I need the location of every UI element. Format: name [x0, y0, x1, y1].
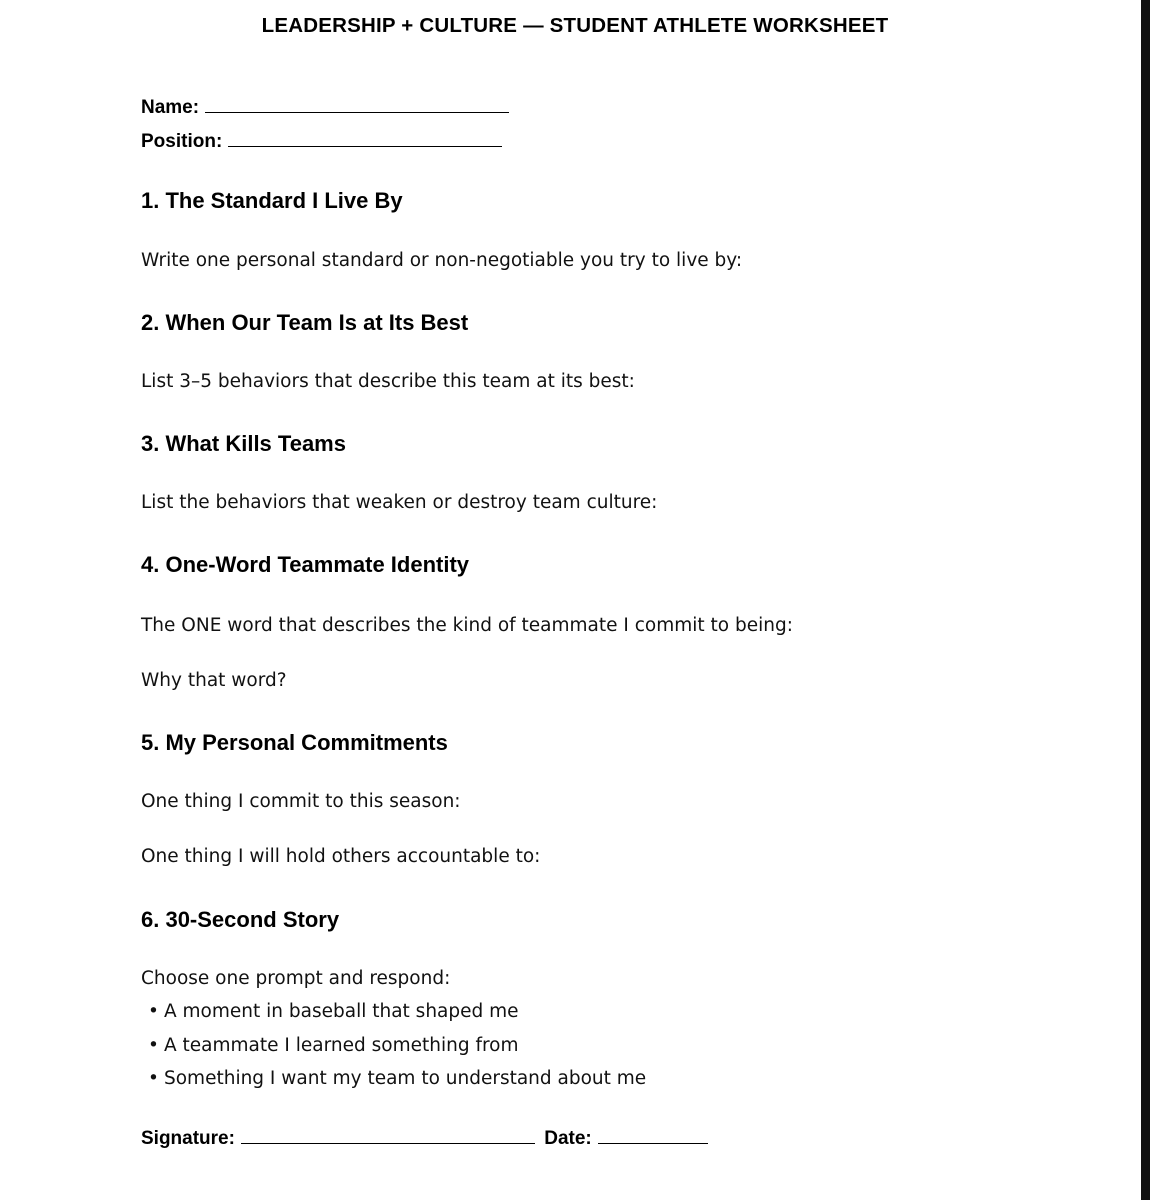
name-blank-line[interactable] [205, 94, 509, 113]
signature-blank-line[interactable] [241, 1125, 535, 1144]
name-label: Name: [141, 97, 200, 118]
list-item [148, 1035, 519, 1056]
list-item [148, 1001, 519, 1022]
section-5-prompt-accountable: One thing I will hold others accountable to: [141, 846, 541, 867]
name-field [141, 94, 509, 119]
list-item-text: Something I want my team to understand about me [164, 1068, 647, 1089]
signature-label: Signature: [141, 1128, 235, 1149]
section-3-prompt: List the behaviors that weaken or destroy team culture: [141, 492, 658, 513]
section-5-heading: 5. My Personal Commitments [141, 730, 448, 755]
bullet-icon: • [148, 1068, 159, 1089]
position-field [141, 128, 502, 153]
position-blank-line[interactable] [228, 128, 502, 147]
section-1-heading: 1. The Standard I Live By [141, 188, 403, 213]
signature-date-row [141, 1125, 708, 1150]
section-6-heading: 6. 30-Second Story [141, 907, 340, 932]
position-label: Position: [141, 131, 223, 152]
section-3-heading: 3. What Kills Teams [141, 431, 346, 456]
worksheet-title: LEADERSHIP + CULTURE — STUDENT ATHLETE WORKSHEET [261, 14, 889, 37]
section-4-prompt-word: The ONE word that describes the kind of teammate I commit to being: [141, 615, 793, 636]
date-label: Date: [544, 1128, 592, 1149]
section-2-heading: 2. When Our Team Is at Its Best [141, 310, 469, 335]
section-4-prompt-why: Why that word? [141, 670, 287, 691]
bullet-icon: • [148, 1035, 159, 1056]
bullet-icon: • [148, 1001, 159, 1022]
section-5-prompt-commit: One thing I commit to this season: [141, 791, 461, 812]
section-1-prompt: Write one personal standard or non-negotiable you try to live by: [141, 250, 743, 271]
section-2-prompt: List 3–5 behaviors that describe this team at its best: [141, 371, 635, 392]
section-4-heading: 4. One-Word Teammate Identity [141, 552, 470, 577]
section-6-prompt: Choose one prompt and respond: [141, 968, 451, 989]
list-item-text: A teammate I learned something from [164, 1035, 519, 1056]
list-item-text: A moment in baseball that shaped me [164, 1001, 519, 1022]
page-edge-divider [1141, 0, 1150, 1200]
date-blank-line[interactable] [598, 1125, 708, 1144]
list-item [148, 1068, 646, 1089]
